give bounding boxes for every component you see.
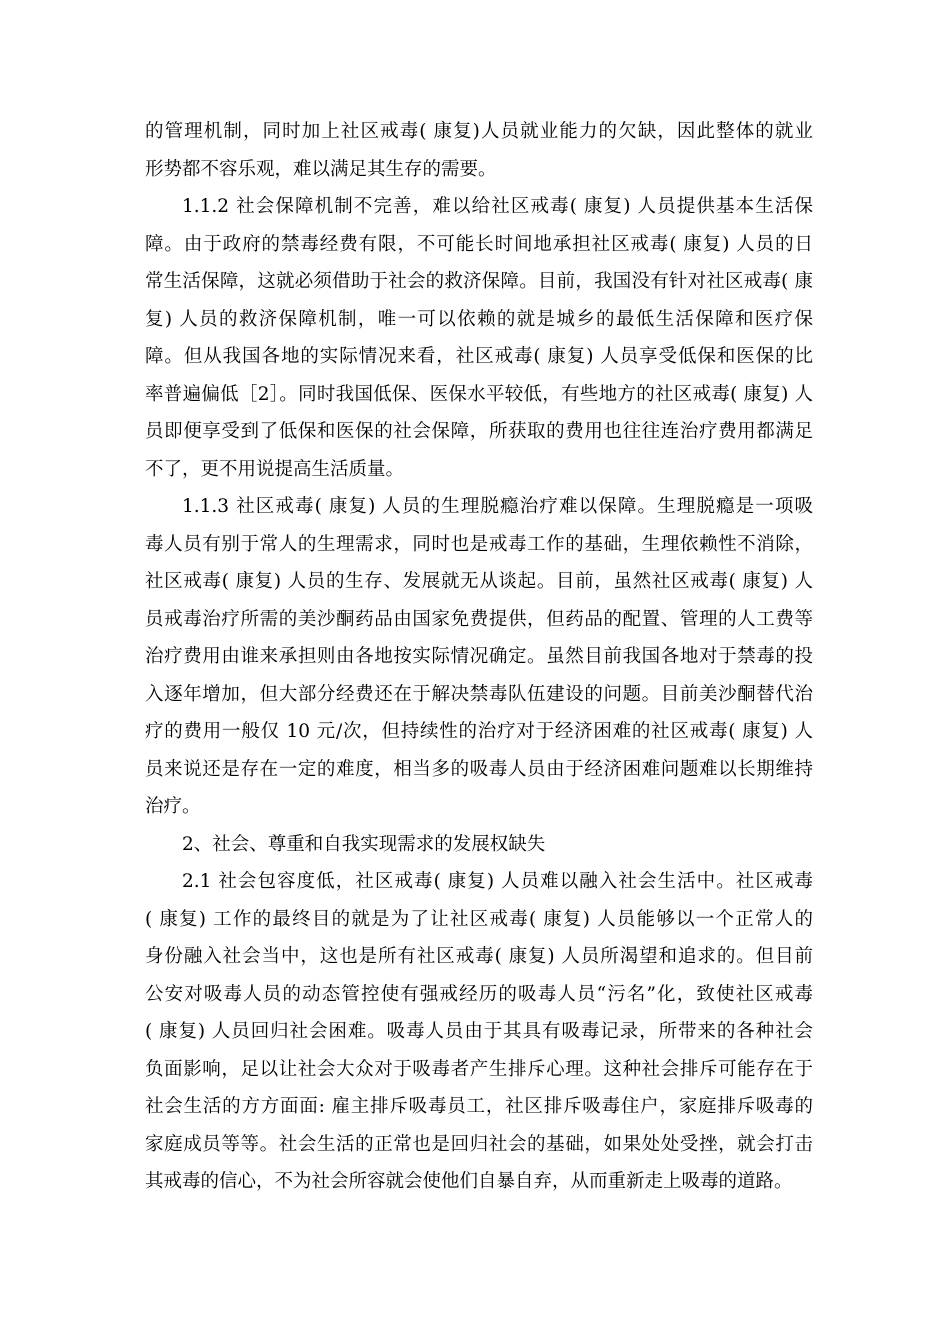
text-line: 疗的费用一般仅 10 元/次，但持续性的治疗对于经济困难的社区戒毒( 康复) 人 [145,721,813,742]
text-line: 障。由于政府的禁毒经费有限，不可能长时间地承担社区戒毒( 康复) 人员的日 [145,233,813,255]
text-line: 率普遍偏低［2］。同时我国低保、医保水平较低，有些地方的社区戒毒( 康复) 人 [145,383,813,405]
text-line: 的管理机制，同时加上社区戒毒( 康复)人员就业能力的欠缺，因此整体的就业 [145,121,813,142]
text-line: ( 康复) 工作的最终目的就是为了让社区戒毒( 康复) 人员能够以一个正常人的 [145,908,813,930]
text-line: 毒人员有别于常人的生理需求，同时也是戒毒工作的基础，生理依赖性不消除， [145,533,813,555]
text-line: 障。但从我国各地的实际情况来看，社区戒毒( 康复) 人员享受低保和医保的比 [145,346,813,367]
text-line: 员来说还是存在一定的难度，相当多的吸毒人员由于经济困难问题难以长期维持 [145,758,813,780]
text-line: 1.1.2 社会保障机制不完善，难以给社区戒毒( 康复) 人员提供基本生活保 [182,196,813,217]
text-line: 2.1 社会包容度低，社区戒毒( 康复) 人员难以融入社会生活中。社区戒毒 [182,871,813,892]
text-line: 员即便享受到了低保和医保的社会保障，所获取的费用也往往连治疗费用都满足 [145,421,813,442]
text-line: 负面影响，足以让社会大众对于吸毒者产生排斥心理。这种社会排斥可能存在于 [145,1058,813,1080]
text-line: 家庭成员等等。社会生活的正常也是回归社会的基础，如果处处受挫，就会打击 [145,1133,813,1155]
text-line: 治疗。 [145,796,201,817]
text-line: 入逐年增加，但大部分经费还在于解决禁毒队伍建设的问题。目前美沙酮替代治 [145,683,813,705]
text-line: 社会生活的方方面面: 雇主排斥吸毒员工，社区排斥吸毒住户，家庭排斥吸毒的 [145,1096,813,1117]
text-line: 复) 人员的救济保障机制，唯一可以依赖的就是城乡的最低生活保障和医疗保 [145,308,813,330]
text-line: 常生活保障，这就必须借助于社会的救济保障。目前，我国没有针对社区戒毒( 康 [145,271,813,292]
text-line: 身份融入社会当中，这也是所有社区戒毒( 康复) 人员所渴望和追求的。但目前 [145,946,813,967]
text-line: 其戒毒的信心，不为社会所容就会使他们自暴自弃，从而重新走上吸毒的道路。 [145,1171,793,1192]
text-line: 公安对吸毒人员的动态管控使有强戒经历的吸毒人员“污名”化，致使社区戒毒 [145,983,813,1005]
text-line: 2、社会、尊重和自我实现需求的发展权缺失 [182,833,546,855]
text-line: ( 康复) 人员回归社会困难。吸毒人员由于其具有吸毒记录，所带来的各种社会 [145,1021,813,1042]
document-body [145,113,813,1201]
text-line: 形势都不容乐观，难以满足其生存的需要。 [145,158,497,180]
text-line: 1.1.3 社区戒毒( 康复) 人员的生理脱瘾治疗难以保障。生理脱瘾是一项吸 [182,496,813,517]
text-line: 员戒毒治疗所需的美沙酮药品由国家免费提供，但药品的配置、管理的人工费等 [145,608,813,630]
text-line: 治疗费用由谁来承担则由各地按实际情况确定。虽然目前我国各地对于禁毒的投 [145,646,813,667]
text-line: 不了，更不用说提高生活质量。 [145,458,405,480]
text-line: 社区戒毒( 康复) 人员的生存、发展就无从谈起。目前，虽然社区戒毒( 康复) 人 [145,571,813,592]
